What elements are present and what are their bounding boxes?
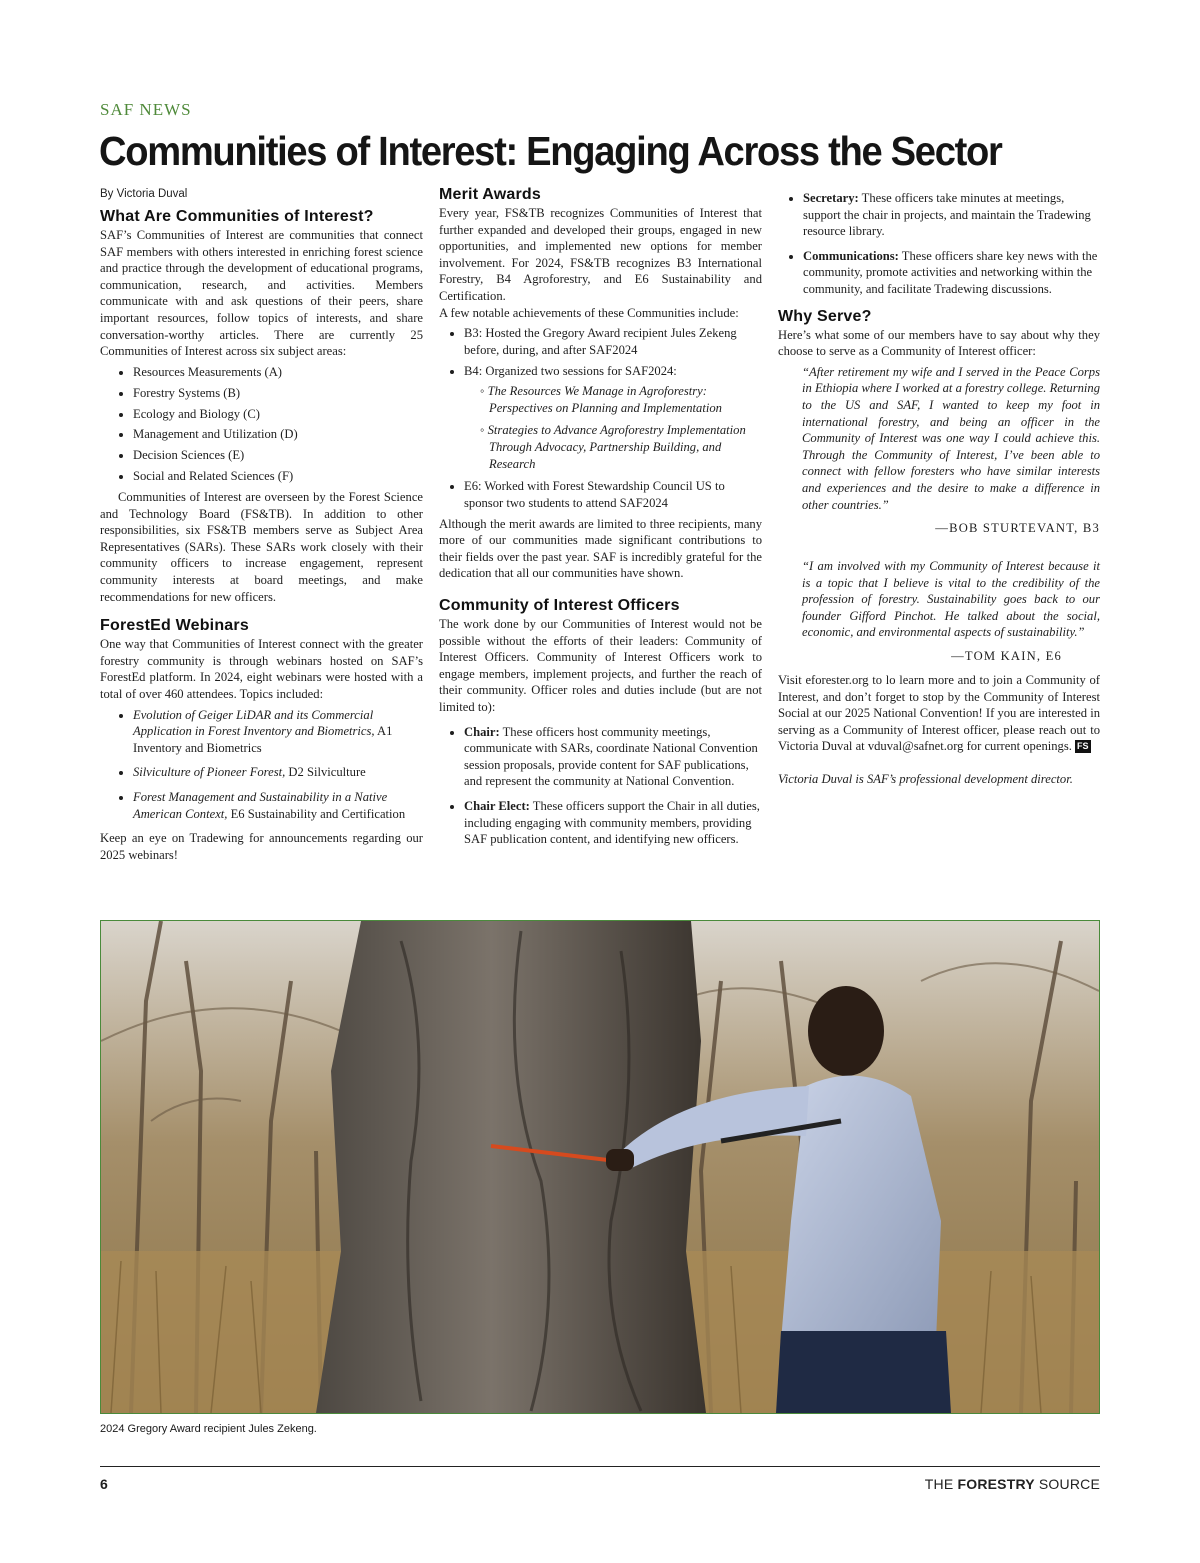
- paragraph-although: Although the merit awards are limited to three recipients, many more of our communities made significant contributions to their fields over the past year. SAF is incredibly grateful for the dedication that all our communities have shown.: [439, 516, 762, 581]
- paragraph-forested: One way that Communities of Interest connect with the greater forestry community is through webinars hosted on SAF’s ForestEd platform. In 2024, eight webinars were hosted with a total of over 460 attendees. Topics included:: [100, 637, 423, 702]
- webinar-title: Silviculture of Pioneer Forest,: [133, 765, 286, 780]
- webinar-list: [100, 707, 423, 823]
- paragraph-overseen: Communities of Interest are overseen by the Forest Science and Technology Board (FS&TB). In addition to other responsibilities, six FS&TB members serve as Subject Area Representatives (SARs). These SARs work closely with their community officers to increase engagement, represent community interests at board meetings, and make recommendations for new officers.: [100, 490, 423, 604]
- list-item: ◦ Strategies to Advance Agroforestry Implementation Through Advocacy, Partnership Building, and Research: [480, 422, 762, 472]
- photo-gregory-award: [100, 920, 1100, 1414]
- achievements-list: [439, 325, 762, 511]
- list-item: • Resources Measurements (A): [133, 364, 423, 381]
- session-list: [464, 383, 762, 472]
- attribution-name: —BOB STURTEVANT,: [935, 521, 1079, 536]
- photo-illustration: [101, 921, 1099, 1413]
- footer-rule: [100, 1466, 1100, 1467]
- paragraph-visit: [778, 672, 1100, 755]
- quote-sturtevant: “After retirement my wife and I served in the Peace Corps in Ethiopia where I worked at a forestry college. Returning to the US and SAF, I wanted to keep my foot in international forestry, and being an officer in the Community of Interest was one way I could achieve this. Through the Community of Interest, I’ve been able to connect with fellow foresters who have similar interests and experiences and the desire to make a difference in other countries.”: [802, 364, 1100, 512]
- role-name: Chair:: [464, 724, 500, 739]
- mag-forestry: FORESTRY: [957, 1476, 1035, 1492]
- list-item: [803, 190, 1100, 240]
- attribution-group: B3: [1082, 521, 1100, 536]
- list-item: • Management and Utilization (D): [133, 426, 423, 443]
- end-mark-logo: FS: [1077, 741, 1089, 752]
- heading-forested-webinars: ForestEd Webinars: [100, 617, 249, 635]
- webinar-group: D2 Silviculture: [288, 765, 366, 780]
- role-name: Secretary:: [803, 191, 859, 205]
- heading-officers: Community of Interest Officers: [439, 597, 680, 615]
- page-number: 6: [100, 1476, 108, 1492]
- role-desc: These officers take minutes at meetings, support the chair in projects, and maintain the Tradewing resource library.: [803, 191, 1091, 239]
- heading-merit-awards: Merit Awards: [439, 186, 541, 203]
- paragraph-notable: A few notable achievements of these Communities include:: [439, 305, 739, 320]
- headline: Communities of Interest: Engaging Across the Sector: [99, 128, 1002, 174]
- list-item: [464, 724, 762, 790]
- list-item: • Forestry Systems (B): [133, 385, 423, 402]
- quote-kain: “I am involved with my Community of Interest because it is a topic that I believe is vital to the credibility of the profession of forestry. Sustainability goes back to our founder Gifford Pinchot. He talked about the social, economic, and environmental aspects of sustainability.”: [802, 559, 1100, 640]
- attribution-name: —TOM KAIN,: [951, 649, 1042, 664]
- role-desc: These officers share key news with the community, promote activities and networking within the community, and facilitate Tradewing discussions.: [803, 248, 1098, 296]
- webinar-group: E6 Sustainability and Certification: [230, 806, 406, 821]
- paragraph-keep-an-eye: Keep an eye on Tradewing for announcements regarding our 2025 webinars!: [100, 831, 423, 862]
- mag-source: SOURCE: [1038, 1476, 1100, 1492]
- list-item: • B3: Hosted the Gregory Award recipient Jules Zekeng before, during, and after SAF2024: [464, 325, 762, 358]
- column-2: [439, 186, 762, 856]
- paragraph-officers: The work done by our Communities of Interest would not be possible without the efforts of their leaders: Community of Interest Officers. Community of Interest Officers work to engage members, implement projects, and further the reach of their community. Officer roles and duties include (but are not limited to):: [439, 617, 762, 715]
- attribution-kain: [778, 649, 1100, 664]
- attribution-group: E6: [1045, 649, 1062, 664]
- role-desc: These officers host community meetings, communicate with SARs, coordinate National Convention session proposals, provide content for SAF publications, and represent the community at National Convention.: [464, 724, 758, 789]
- role-name: Communications:: [803, 248, 899, 263]
- column-3: [778, 186, 1100, 788]
- mag-the: THE: [924, 1476, 954, 1492]
- list-item: [133, 764, 423, 781]
- list-item: ◦ The Resources We Manage in Agroforestry: Perspectives on Planning and Implementation: [480, 383, 762, 416]
- roles-list-continued: [778, 190, 1100, 298]
- list-item: [133, 789, 423, 822]
- list-item: • Ecology and Biology (C): [133, 406, 423, 423]
- photo-caption: 2024 Gregory Award recipient Jules Zekeng.: [100, 1423, 317, 1435]
- webinar-title: Evolution of Geiger LiDAR and its Commercial Application in Forest Inventory and Biometrics,: [133, 707, 375, 739]
- list-item: [133, 707, 423, 757]
- column-1: [100, 186, 423, 863]
- section-label: SAF NEWS: [100, 100, 192, 119]
- byline: By Victoria Duval: [100, 188, 188, 200]
- list-item: • Decision Sciences (E): [133, 447, 423, 464]
- magazine-title: [925, 1476, 1100, 1492]
- role-name: Chair Elect:: [464, 799, 530, 813]
- webinar-group: A1 Inventory and Biometrics: [133, 724, 393, 755]
- role-desc: These officers support the Chair in all duties, including engaging with community members, providing SAF publication content, and identifying new officers.: [464, 799, 760, 847]
- roles-list: [439, 724, 762, 848]
- visit-text: Visit eforester.org to lo learn more and to join a Community of Interest, and don’t forget to stop by the Community of Interest Social at our 2025 National Convention! If you are interested in serving as a Community of Interest officer, please reach out to Victoria Duval at vduval@safnet.org for current openings.: [778, 673, 1100, 754]
- list-item: • Social and Related Sciences (F): [133, 468, 423, 485]
- b4-text: B4: Organized two sessions for SAF2024:: [464, 363, 677, 378]
- paragraph-why-serve: Here’s what some of our members have to say about why they choose to serve as a Community of Interest officer:: [778, 327, 1100, 359]
- list-item: [464, 798, 762, 848]
- list-item: [803, 248, 1100, 298]
- list-item: [464, 363, 762, 473]
- heading-what-are-communities: What Are Communities of Interest?: [100, 208, 374, 225]
- paragraph-what-are-communities: SAF’s Communities of Interest are communities that connect SAF members with others interested in enriching forest science and practice through the development of educational programs, communication, research, and activities. Members communicate with and ask questions of their peers, share important resources, follow topics of interests, and share conversation-worthy articles. There are currently 25 Communities of Interest across six subject areas:: [100, 228, 423, 359]
- heading-why-serve: Why Serve?: [778, 307, 872, 325]
- list-item: • E6: Worked with Forest Stewardship Council US to sponsor two students to attend SAF2024: [464, 478, 762, 511]
- paragraph-merit: Every year, FS&TB recognizes Communities of Interest that further expanded and developed their groups, engaged in new opportunities, and implemented new options for member involvement. For 2024, FS&TB recognizes B3 International Forestry, B4 Agroforestry, and E6 Sustainability and Certification.: [439, 206, 762, 303]
- webinar-title: Forest Management and Sustainability in a Native American Context,: [133, 790, 388, 821]
- author-bio: Victoria Duval is SAF’s professional development director.: [778, 772, 1073, 787]
- subject-areas-list: [100, 364, 423, 485]
- attribution-sturtevant: [778, 521, 1100, 536]
